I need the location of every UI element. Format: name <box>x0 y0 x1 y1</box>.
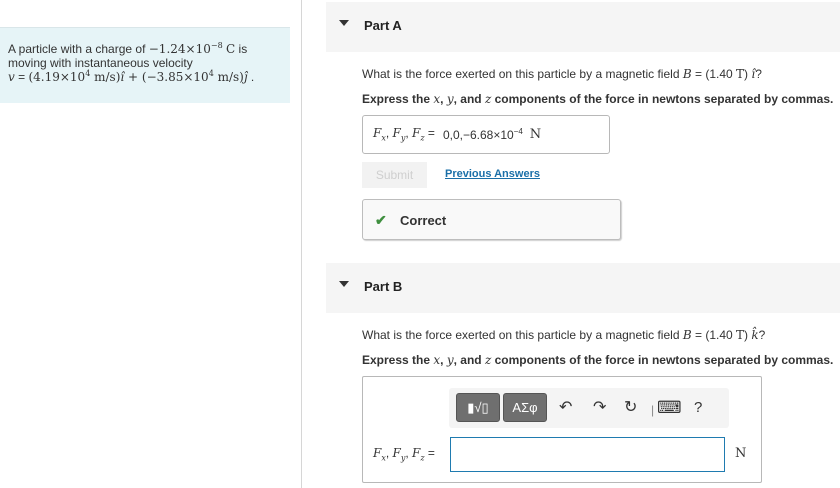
velocity-symbol: v <box>8 70 15 84</box>
help-icon[interactable]: ? <box>694 399 703 416</box>
problem-line-3 <box>8 70 282 84</box>
part-b-question <box>362 328 765 342</box>
var-y: y <box>446 92 454 106</box>
part-b-title: Part B <box>364 279 403 294</box>
comma: , <box>440 92 447 106</box>
and-text: , and <box>453 92 485 106</box>
part-a-question <box>362 67 762 81</box>
part-a-header[interactable] <box>326 2 840 52</box>
sub-z: z <box>420 453 425 463</box>
previous-answers-link[interactable]: Previous Answers <box>445 168 540 180</box>
answer-exponent: −4 <box>513 126 523 136</box>
submit-button[interactable]: Submit <box>362 162 427 188</box>
question-text: What is the force exerted on this particle by a magnetic field <box>362 328 683 342</box>
problem-text: moving with instantaneous velocity <box>8 56 193 70</box>
question-mark: ? <box>758 328 766 342</box>
fy-symbol: F <box>392 446 401 460</box>
charge-value: −1.24×10 <box>148 42 211 56</box>
field-eq: = (1.40 <box>691 328 737 342</box>
fx-symbol: F <box>373 446 382 460</box>
velocity-x-value: (4.19×10 <box>28 70 86 84</box>
plus-sign: + <box>124 70 142 84</box>
sub-y: y <box>400 453 406 463</box>
question-mark: ? <box>755 67 762 81</box>
separator: | <box>651 403 655 417</box>
instruction-text: components of the force in newtons separated by commas. <box>491 353 834 367</box>
keyboard-icon[interactable]: ⌨ <box>657 398 682 417</box>
var-z: z <box>484 353 492 367</box>
fz-symbol: F <box>412 446 421 460</box>
equals-sign: = <box>424 126 435 141</box>
problem-text: A particle with a charge of <box>8 42 149 56</box>
instruction-text: Express the <box>362 92 434 106</box>
field-close: ) <box>744 67 752 81</box>
math-toolbar <box>449 388 729 428</box>
problem-line-2 <box>8 56 282 70</box>
answer-label: $F_x$, $F_y$, $F_z$ = <box>373 126 435 143</box>
fx-symbol: F <box>373 126 382 141</box>
field-unit: T <box>736 328 745 342</box>
charge-unit: C <box>226 42 236 56</box>
instruction-text: Express the <box>362 353 434 367</box>
reset-icon[interactable]: ↻ <box>624 399 638 416</box>
sub-x: x <box>381 133 386 143</box>
templates-button[interactable] <box>456 393 500 422</box>
greek-icon: ΑΣφ <box>512 400 538 415</box>
j-hat-symbol: ĵ <box>243 70 248 84</box>
part-b-answer-input[interactable] <box>450 437 725 472</box>
collapse-caret-icon[interactable] <box>339 281 349 287</box>
problem-text: is <box>235 42 248 56</box>
var-y: y <box>446 353 454 367</box>
var-z: z <box>484 92 492 106</box>
velocity-y-unit: m/s) <box>213 70 244 84</box>
part-a-answer-display <box>362 115 610 154</box>
answer-mantissa: 0,0,−6.68×10 <box>442 127 514 142</box>
part-b-instruction <box>362 353 833 367</box>
and-text: , and <box>453 353 485 367</box>
field-direction: k̂ <box>751 328 759 342</box>
question-text: What is the force exerted on this particle by a magnetic field <box>362 67 683 81</box>
sub-x: x <box>381 453 386 463</box>
field-unit: T <box>736 67 745 81</box>
var-x: x <box>433 353 441 367</box>
part-a-title: Part A <box>364 18 402 33</box>
field-direction: î <box>751 67 756 81</box>
field-eq: = (1.40 <box>691 67 737 81</box>
problem-panel <box>0 0 302 488</box>
velocity-y-value: (−3.85×10 <box>141 70 209 84</box>
redo-icon[interactable]: ↷ <box>593 399 607 416</box>
i-hat-symbol: î <box>120 70 125 84</box>
collapse-caret-icon[interactable] <box>339 20 349 26</box>
velocity-y-exponent: 4 <box>208 69 214 78</box>
field-close: ) <box>744 328 752 342</box>
problem-line-1 <box>8 42 282 56</box>
part-a-instruction <box>362 92 833 106</box>
answer-label: $F_x$, $F_y$, $F_z$ = <box>373 446 435 463</box>
checkmark-icon: ✔ <box>375 212 387 228</box>
correct-label: Correct <box>400 213 447 228</box>
sub-y: y <box>400 133 406 143</box>
equals-sign: = <box>424 446 435 460</box>
part-b-header[interactable] <box>326 263 840 313</box>
var-x: x <box>433 92 441 106</box>
answer-unit: N <box>735 446 747 461</box>
charge-exponent: −8 <box>210 41 223 50</box>
answer-value <box>443 128 523 142</box>
problem-statement <box>0 27 290 103</box>
instruction-text: components of the force in newtons separated by commas. <box>491 92 834 106</box>
answer-unit: N <box>529 127 542 142</box>
correct-feedback <box>362 199 621 240</box>
comma: , <box>440 353 447 367</box>
fz-symbol: F <box>412 126 421 141</box>
period: . <box>247 70 255 84</box>
sub-z: z <box>420 133 425 143</box>
templates-icon: ▮√▯ <box>467 399 489 415</box>
greek-symbols-button[interactable] <box>503 393 547 422</box>
fy-symbol: F <box>392 126 401 141</box>
undo-icon[interactable]: ↶ <box>559 399 573 416</box>
equals-sign: = <box>14 70 29 84</box>
field-symbol: B <box>682 328 692 342</box>
velocity-x-exponent: 4 <box>85 69 91 78</box>
field-symbol: B <box>682 67 692 81</box>
velocity-x-unit: m/s) <box>90 70 121 84</box>
